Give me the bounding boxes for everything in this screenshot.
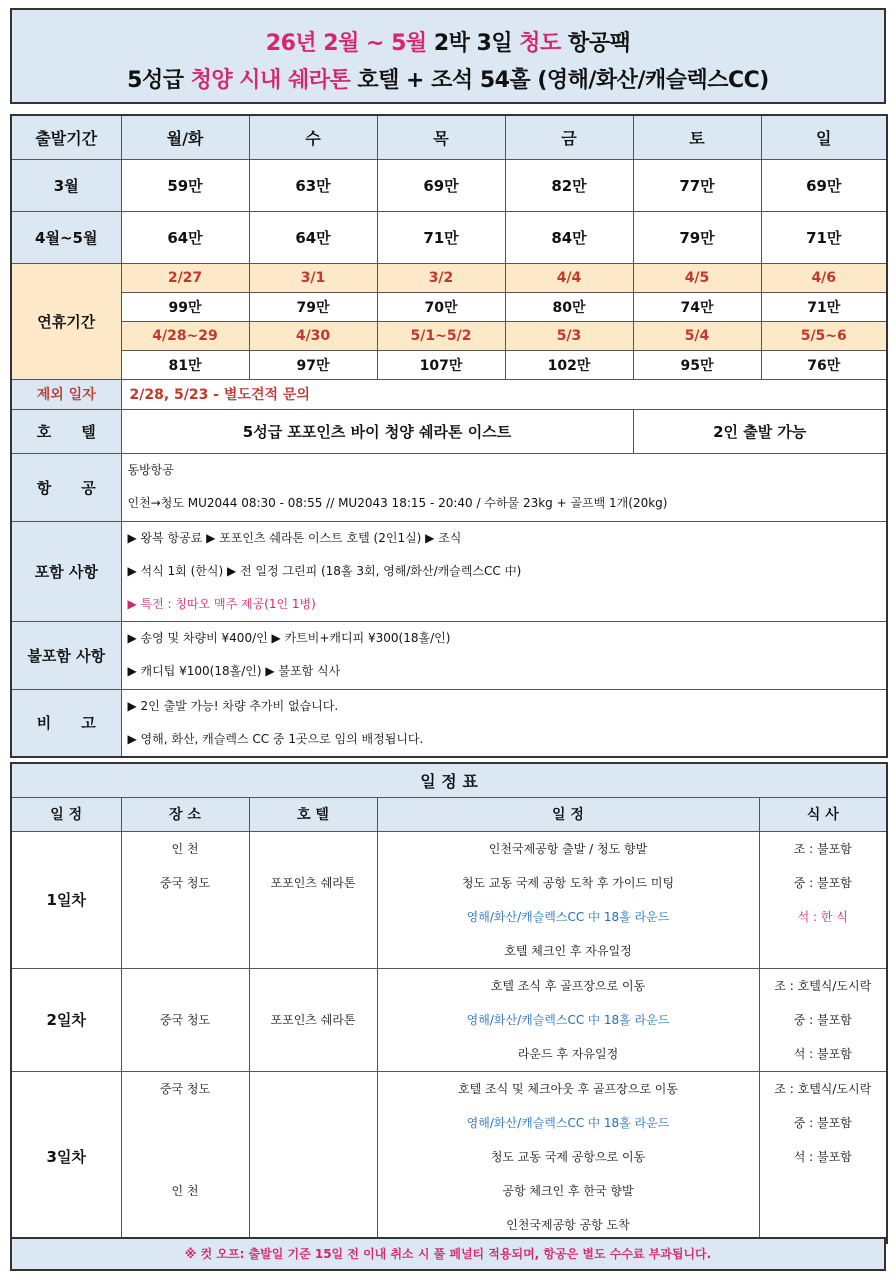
- day-hotel-empty: [249, 1071, 377, 1243]
- holiday-price: 74만: [633, 292, 761, 321]
- row-label-apr-may: 4월~5월: [11, 211, 121, 263]
- day-hotel: [249, 831, 377, 968]
- title-duration: 2박 3일: [426, 31, 520, 56]
- place-item: 인 천: [171, 841, 199, 856]
- remarks-row: [11, 689, 887, 757]
- itinerary-item: 청도 교동 국제 공항 도착 후 가이드 미팅: [461, 875, 675, 890]
- holiday-prices-row-2: [11, 350, 887, 379]
- holiday-date: 4/5: [633, 263, 761, 292]
- holiday-date: 3/1: [249, 263, 377, 292]
- itinerary-item: 라운드 후 자유일정: [517, 1046, 619, 1061]
- itinerary-item: 호텔 조식 후 골프장으로 이동: [490, 978, 646, 993]
- holiday-price: 102만: [505, 350, 633, 379]
- included-row: [11, 521, 887, 621]
- schedule-day-3: [11, 1071, 887, 1243]
- hotel-label: 호 텔: [11, 409, 121, 453]
- not-included-items: [121, 621, 887, 689]
- itinerary-item: 호텔 체크인 후 자유일정: [504, 943, 632, 958]
- itinerary-round: 영해/화산/캐슬렉스CC 中 18홀 라운드: [466, 1012, 670, 1027]
- holiday-date: 5/3: [505, 321, 633, 350]
- title-pack: 항공팩: [560, 31, 631, 56]
- meal-item: 중 : 불포함: [793, 1012, 852, 1027]
- not-included-item: ▶ 송영 및 차량비 ¥400/인 ▶ 카트비+캐디피 ¥300(18홀/인): [127, 631, 451, 645]
- holiday-price: 107만: [377, 350, 505, 379]
- excluded-dates-row: [11, 379, 887, 409]
- flight-row: [11, 453, 887, 521]
- schedule-table: [10, 762, 888, 1244]
- day-label: 3일차: [11, 1071, 121, 1243]
- meal-item: 조 : 호텔식/도시락: [774, 978, 872, 993]
- title-package-detail: 호텔 + 조석 54홀 (영해/화산/캐슬렉스CC): [350, 68, 769, 93]
- holiday-date: 5/5~6: [761, 321, 887, 350]
- price-cell: 82만: [505, 159, 633, 211]
- place-item: [122, 934, 249, 968]
- holiday-price: 81만: [121, 350, 249, 379]
- meal-item-dinner: 석 : 한 식: [797, 909, 848, 924]
- schedule-header-itinerary: 일 정: [377, 797, 759, 831]
- flight-airline: 동방항공: [127, 463, 174, 477]
- holiday-dates-row-1: [11, 263, 887, 292]
- included-item: ▶ 석식 1회 (한식) ▶ 전 일정 그린피 (18홀 3회, 영해/화산/캐슬렉스CC 中): [127, 563, 522, 578]
- day-places: [121, 831, 249, 968]
- price-table: [10, 114, 888, 758]
- itinerary-round: 영해/화산/캐슬렉스CC 中 18홀 라운드: [466, 909, 670, 924]
- holiday-date: 4/6: [761, 263, 887, 292]
- not-included-item: ▶ 캐디팁 ¥100(18홀/인) ▶ 불포함 식사: [127, 664, 341, 678]
- flight-info: [121, 453, 887, 521]
- header-fri: 금: [505, 115, 633, 159]
- place-item: 중국 청도: [159, 875, 211, 890]
- holiday-price: 80만: [505, 292, 633, 321]
- price-cell: 79만: [633, 211, 761, 263]
- title-city: 청도: [519, 31, 561, 56]
- holiday-date: 5/1~5/2: [377, 321, 505, 350]
- hotel-row: [11, 409, 887, 453]
- price-cell: 64만: [121, 211, 249, 263]
- holiday-label: 연휴기간: [11, 263, 121, 379]
- flight-label: 항 공: [11, 453, 121, 521]
- place-item: [122, 1140, 249, 1174]
- title-line-2: [12, 63, 884, 94]
- title-hotel-area: 청양 시내 쉐라톤: [190, 68, 351, 93]
- title-line-1: [12, 26, 884, 57]
- price-cell: 71만: [761, 211, 887, 263]
- place-item: [122, 900, 249, 934]
- remarks-items: [121, 689, 887, 757]
- title-banner: [10, 8, 886, 104]
- price-cell: 84만: [505, 211, 633, 263]
- day-itinerary: [377, 968, 759, 1071]
- price-cell: 71만: [377, 211, 505, 263]
- schedule-header-row: [11, 797, 887, 831]
- hotel-item: 포포인츠 쉐라톤: [270, 875, 356, 890]
- day-itinerary: [377, 1071, 759, 1243]
- remarks-label: 비 고: [11, 689, 121, 757]
- title-period: 26년 2월 ~ 5월: [265, 31, 427, 56]
- included-items: [121, 521, 887, 621]
- day-meals: [759, 968, 887, 1071]
- itinerary-item: 청도 교동 국제 공항으로 이동: [490, 1149, 646, 1164]
- not-included-label: 불포함 사항: [11, 621, 121, 689]
- remarks-item: ▶ 영해, 화산, 캐슬렉스 CC 중 1곳으로 임의 배정됩니다.: [127, 731, 424, 746]
- excluded-dates-label: 제외 일자: [11, 379, 121, 409]
- included-label: 포함 사항: [11, 521, 121, 621]
- holiday-price: 97만: [249, 350, 377, 379]
- remarks-item: ▶ 2인 출발 가능! 차량 추가비 없습니다.: [127, 698, 339, 713]
- schedule-title-row: [11, 763, 887, 797]
- holiday-dates-row-2: [11, 321, 887, 350]
- schedule-header-hotel: 호 텔: [249, 797, 377, 831]
- day-meals: [759, 1071, 887, 1243]
- schedule-header-meals: 식 사: [759, 797, 887, 831]
- meal-item: 석 : 불포함: [793, 1149, 852, 1164]
- place-item: [122, 1106, 249, 1140]
- meal-item: 조 : 호텔식/도시락: [774, 1081, 872, 1096]
- meal-item: 조 : 불포함: [793, 841, 852, 856]
- included-bonus: ▶ 특전 : 칭따오 맥주 제공(1인 1병): [127, 596, 316, 611]
- schedule-header-place: 장 소: [121, 797, 249, 831]
- price-row-march: [11, 159, 887, 211]
- meal-item: [760, 934, 887, 968]
- schedule-header-day: 일 정: [11, 797, 121, 831]
- included-item: ▶ 왕복 항공료 ▶ 포포인츠 쉐라톤 이스트 호텔 (2인1실) ▶ 조식: [127, 530, 462, 545]
- header-wed: 수: [249, 115, 377, 159]
- price-cell: 77만: [633, 159, 761, 211]
- day-place: 중국 청도: [121, 968, 249, 1071]
- schedule-day-2: [11, 968, 887, 1071]
- price-cell: 69만: [377, 159, 505, 211]
- day-places: [121, 1071, 249, 1243]
- place-item: 인 천: [171, 1183, 199, 1198]
- header-period: 출발기간: [11, 115, 121, 159]
- place-item: 중국 청도: [159, 1081, 211, 1096]
- day-itinerary: [377, 831, 759, 968]
- day-label: 1일차: [11, 831, 121, 968]
- price-cell: 69만: [761, 159, 887, 211]
- schedule-title: 일 정 표: [11, 763, 887, 797]
- holiday-date: 2/27: [121, 263, 249, 292]
- schedule-day-1: [11, 831, 887, 968]
- holiday-price: 79만: [249, 292, 377, 321]
- price-row-apr-may: [11, 211, 887, 263]
- itinerary-item: 인천국제공항 출발 / 청도 향발: [488, 841, 648, 856]
- price-header-row: [11, 115, 887, 159]
- meal-item: 중 : 불포함: [793, 1115, 852, 1130]
- holiday-date: 5/4: [633, 321, 761, 350]
- header-sun: 일: [761, 115, 887, 159]
- price-cell: 63만: [249, 159, 377, 211]
- holiday-date: 4/28~29: [121, 321, 249, 350]
- holiday-prices-row-1: [11, 292, 887, 321]
- itinerary-item: 공항 체크인 후 한국 향발: [502, 1183, 634, 1198]
- itinerary-item: 인천국제공항 공항 도착: [506, 1217, 630, 1232]
- holiday-price: 71만: [761, 292, 887, 321]
- holiday-date: 4/30: [249, 321, 377, 350]
- day-hotel: 포포인츠 쉐라톤: [249, 968, 377, 1071]
- day-label: 2일차: [11, 968, 121, 1071]
- title-grade: 5성급: [127, 68, 191, 93]
- meal-item: [760, 1174, 887, 1208]
- not-included-row: [11, 621, 887, 689]
- cutoff-notice: ※ 컷 오프: 출발일 기준 15일 전 이내 취소 시 풀 페널티 적용되며, 항공은 별도 수수료 부과됩니다.: [10, 1237, 886, 1271]
- holiday-price: 99만: [121, 292, 249, 321]
- price-cell: 59만: [121, 159, 249, 211]
- holiday-price: 76만: [761, 350, 887, 379]
- header-sat: 토: [633, 115, 761, 159]
- day-meals: [759, 831, 887, 968]
- flight-detail: 인천→청도 MU2044 08:30 - 08:55 // MU2043 18:15 - 20:40 / 수하물 23kg + 골프백 1개(20kg): [127, 496, 668, 510]
- itinerary-item: 호텔 조식 및 체크아웃 후 골프장으로 이동: [458, 1081, 678, 1096]
- meal-item: 중 : 불포함: [793, 875, 852, 890]
- holiday-date: 4/4: [505, 263, 633, 292]
- meal-item: 석 : 불포함: [793, 1046, 852, 1061]
- holiday-date: 3/2: [377, 263, 505, 292]
- hotel-name: 5성급 포포인츠 바이 청양 쉐라톤 이스트: [121, 409, 633, 453]
- row-label-march: 3월: [11, 159, 121, 211]
- price-cell: 64만: [249, 211, 377, 263]
- itinerary-round: 영해/화산/캐슬렉스CC 中 18홀 라운드: [466, 1115, 670, 1130]
- header-thu: 목: [377, 115, 505, 159]
- holiday-price: 95만: [633, 350, 761, 379]
- header-mon-tue: 월/화: [121, 115, 249, 159]
- hotel-note: 2인 출발 가능: [633, 409, 887, 453]
- holiday-price: 70만: [377, 292, 505, 321]
- excluded-dates-text: 2/28, 5/23 - 별도견적 문의: [121, 379, 887, 409]
